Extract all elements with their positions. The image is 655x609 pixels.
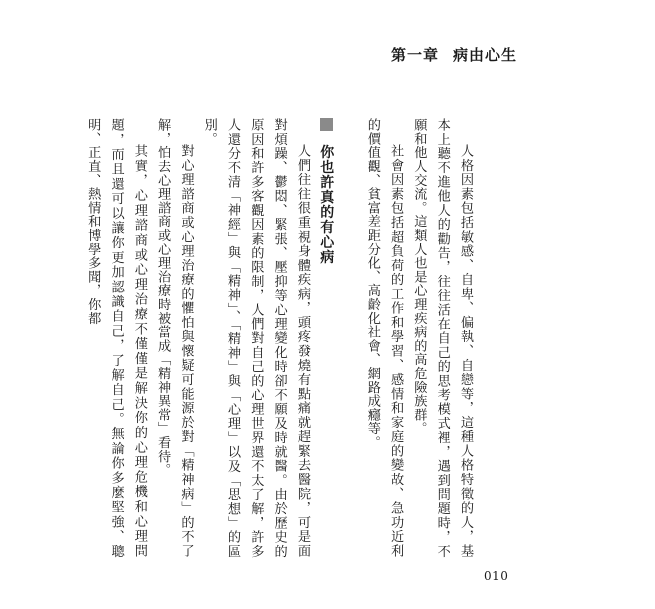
paragraph-spacer [337, 118, 360, 558]
paragraph-body-2: 對心理諮商或心理治療的懼怕與懷疑可能源於對「精神病」的不了解，怕去心理諮商或心理治療時被當成「精神異常」看待。 [155, 118, 194, 558]
chapter-number: 第一章 [390, 46, 439, 64]
section-marker-icon [320, 118, 333, 131]
body-text [81, 118, 477, 558]
chapter-header [391, 44, 517, 65]
chapter-title: 病由心生 [452, 46, 517, 64]
section-heading-text: 你也許真的有心病 [318, 144, 335, 265]
paragraph-body-3: 其實，心理諮商或心理治療不僅僅是解決你的心理危機和心理問題，而且還可以讓你更加認識自己，了解自己。無論你多麼堅強、聰明、正直、熱情和博學多聞，你都 [85, 118, 147, 558]
section-heading [314, 118, 337, 558]
paragraph-social-factors: 社會因素包括超負荷的工作和學習、感情和家庭的變故、急功近利的價值觀、貧富差距分化、高齡化社會、網路成癮等。 [364, 118, 404, 558]
paragraph-personality-factors: 人格因素包括敏感、自卑、偏執、自戀等，這種人格特徵的人，基本上聽不進他人的勸告，往往活在自己的思考模式裡，遇到問題時，不願和他人交流。這類人也是心理疾病的高危險族群。 [411, 118, 473, 558]
paragraph-body-1: 人們往往很重視身體疾病，頭疼發燒有點痛就趕緊去醫院，可是面對煩躁、鬱悶、緊張、壓抑等心理變化時卻不願及時就醫。由於歷史的原因和許多客觀因素的限制，人們對自己的心理世界還不太了解，許多人還分不清「神經」與「精神」、「精神」與「心理」以及「思想」的區別。 [201, 118, 310, 558]
page-number: 010 [484, 569, 509, 583]
